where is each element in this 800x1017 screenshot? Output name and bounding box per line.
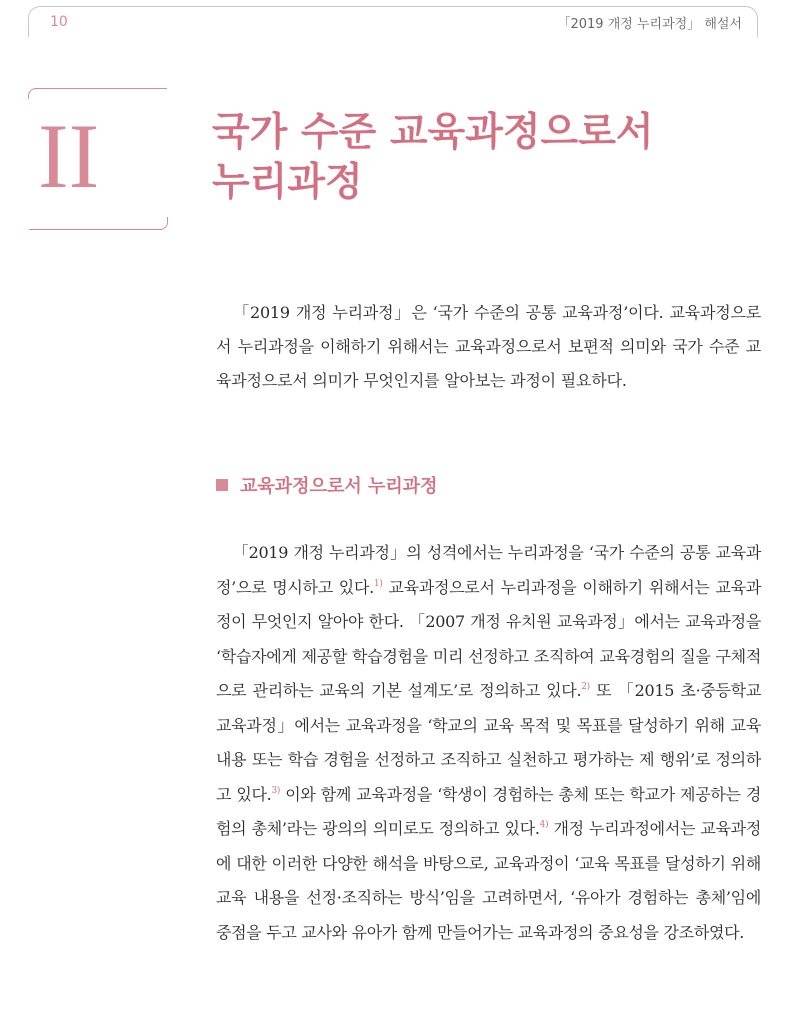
chapter-title-line1: 국가 수준 교육과정으로서 (212, 110, 654, 155)
intro-paragraph (216, 296, 761, 398)
chapter-numeral: II (38, 105, 100, 207)
body-text-part: 또 「2015 초·중등학교 교육과정」에서는 교육과정을 ‘학교의 교육 목적 및 목표를 달성하기 위해 교육 내용 또는 학습 경험을 선정하고 조직하고 실천하고 평가하는 제 행위’로 정의하고 있다. (216, 681, 761, 804)
footnote-ref[interactable]: 3) (271, 785, 281, 796)
footnote-ref[interactable]: 4) (539, 820, 549, 830)
footnote-ref[interactable]: 2) (581, 682, 590, 692)
square-bullet-icon (216, 479, 228, 491)
body-paragraph (216, 536, 761, 950)
frame-corner-bottom-right (29, 217, 168, 230)
page-number: 10 (50, 14, 68, 30)
section-title: 교육과정으로서 누리과정 (240, 476, 438, 497)
frame-corner-top-left (28, 88, 167, 99)
running-title: 「2019 개정 누리과정」 해설서 (557, 17, 742, 32)
intro-text: 「2019 개정 누리과정」은 ‘국가 수준의 공통 교육과정’이다. 교육과정으로서 누리과정을 이해하기 위해서는 교육과정으로서 보편적 의미와 국가 수준 교육과정으로서 의미가 무엇인지를 알아보는 과정이 필요하다. (216, 303, 761, 390)
body-text-part: 개정 누리과정에서는 교육과정에 대한 이러한 다양한 해석을 바탕으로, 교육과정이 ‘교육 목표를 달성하기 위해 교육 내용을 선정·조직하는 방식’임을 고려하면서, ‘유아가 경험하는 총체’임에 중점을 두고 교사와 유아가 함께 만들어가는 교육과정의 중요성을 강조하였다. (216, 819, 761, 942)
chapter-title (212, 108, 752, 208)
section-heading (216, 472, 438, 498)
chapter-title-line2: 누리과정 (212, 160, 363, 205)
body-text-part: 「2019 개정 누리과정」의 성격에서는 누리과정을 ‘국가 수준의 공통 교육과정’으로 명시하고 있다. (216, 543, 761, 597)
body-text-part: 이와 함께 교육과정을 ‘학생이 경험하는 총체 또는 학교가 제공하는 경험의 총체’라는 광의의 의미로도 정의하고 있다. (216, 784, 761, 838)
body-text-part: 교육과정으로서 누리과정을 이해하기 위해서는 교육과정이 무엇인지 알아야 한다. 「2007 개정 유치원 교육과정」에서는 교육과정을 ‘학습자에게 제공할 학습경험을 미리 선정하고 조직하여 교육경험의 질을 구체적으로 관리하는 교육의 기본 설계도’로 정의하고 있다. (216, 577, 761, 700)
footnote-ref[interactable]: 1) (373, 578, 383, 589)
